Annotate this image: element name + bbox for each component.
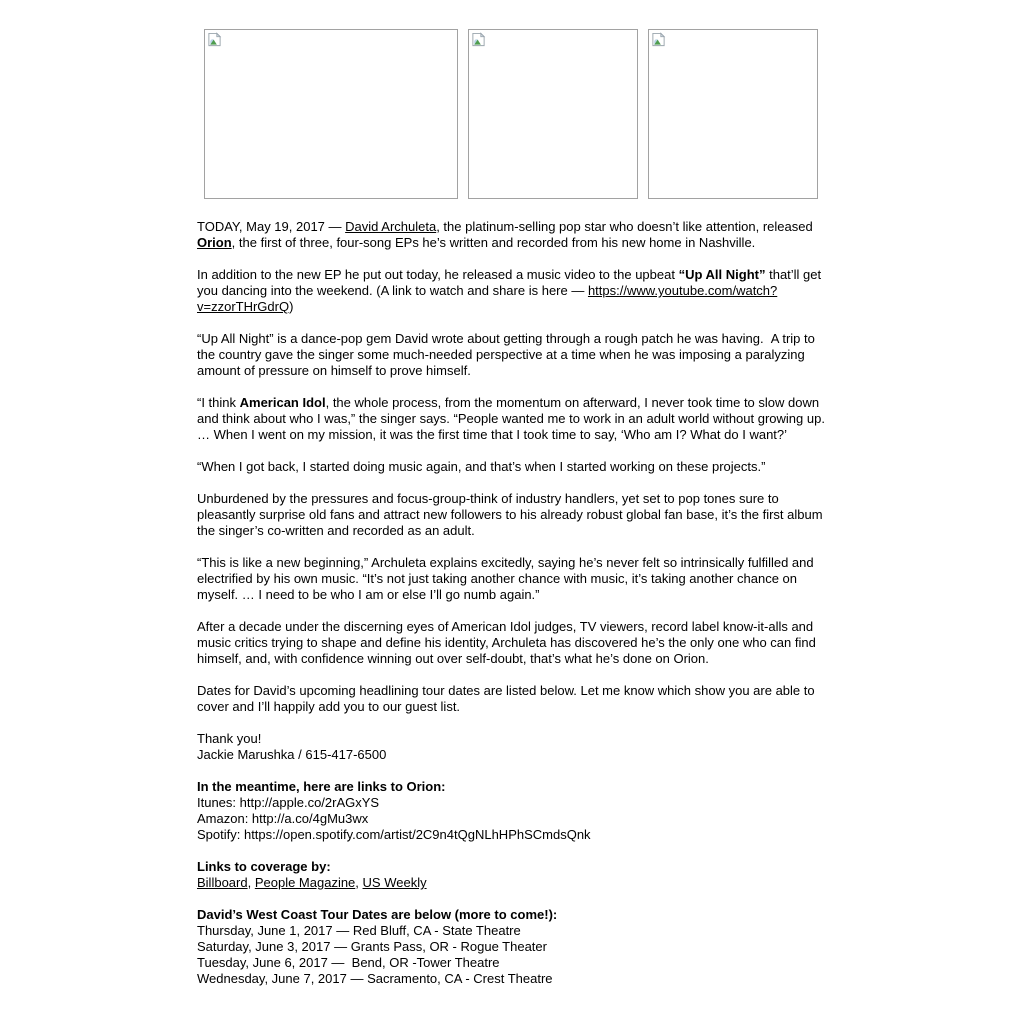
spotify-line: Spotify: https://open.spotify.com/artist/2C9n4tQgNLhHPhSCmdsQnk <box>197 827 591 842</box>
tour-date-4: Wednesday, June 7, 2017 — Sacramento, CA - Crest Theatre <box>197 971 553 986</box>
new-beginning-quote-paragraph: “This is like a new beginning,” Archuleta explains excitedly, saying he’s never felt so intrinsically fulfilled and electrified by his own music. “It’s not just taking another chance with music, it’s taking another chance on myself. … I need to be who I am or else I’ll go numb again.” <box>197 555 814 602</box>
david-archuleta-link[interactable]: David Archuleta <box>345 219 437 234</box>
tour-dates-block <box>197 907 825 987</box>
itunes-line: Itunes: http://apple.co/2rAGxYS <box>197 795 380 810</box>
orion-link[interactable]: Orion <box>197 235 232 250</box>
press-release-email-body <box>197 0 825 987</box>
youtube-link[interactable]: https://www.youtube.com/watch?v=zzorTHrGdrQ <box>197 283 778 314</box>
unburdened-paragraph: Unburdened by the pressures and focus-group-think of industry handlers, yet set to pop tones sure to pleasantly surprise old fans and attract new followers to his already robust global fan base, it’s the first album the singer’s co-written and recorded as an adult. <box>197 491 823 538</box>
video-text-3: ) <box>289 299 294 314</box>
quote-text-1: “I think <box>197 395 240 410</box>
up-all-night-title: “Up All Night” <box>678 267 766 282</box>
broken-image-icon <box>471 32 486 47</box>
tour-date-3: Tuesday, June 6, 2017 — Bend, OR -Tower Theatre <box>197 955 500 970</box>
coverage-block <box>197 859 825 891</box>
broken-image-3 <box>648 29 818 199</box>
orion-links-block <box>197 779 825 843</box>
orion-links-heading: In the meantime, here are links to Orion: <box>197 779 446 794</box>
intro-text-3: , the first of three, four-song EPs he’s written and recorded from his new home in Nashville. <box>231 235 756 250</box>
quote-text-2: , the whole process, from the momentum on afterward, I never took time to slow down and think about who I was,” the singer says. “People wanted me to work in an adult world without growing up. … When I went on my mission, it was the first time that I took time to say, ‘Who am I? What do I want?’ <box>197 395 825 442</box>
broken-image-2 <box>468 29 638 199</box>
tour-invite-paragraph: Dates for David’s upcoming headlining tour dates are listed below. Let me know which show you are able to cover and I’ll happily add you to our guest list. <box>197 683 815 714</box>
got-back-quote-paragraph: “When I got back, I started doing music again, and that’s when I started working on these projects.” <box>197 459 766 474</box>
broken-image-icon <box>651 32 666 47</box>
song-story-paragraph: “Up All Night” is a dance-pop gem David wrote about getting through a rough patch he was having. A trip to the country gave the singer some much-needed perspective at a time when he was imposing a paralyzing amount of pressure on himself to prove himself. <box>197 331 815 378</box>
intro-text-1: TODAY, May 19, 2017 — <box>197 219 346 234</box>
coverage-separator-1: , <box>247 875 255 890</box>
video-paragraph <box>197 267 825 315</box>
video-text-2: that’ll get you dancing into the weekend. (A link to watch and share is here — <box>197 267 822 298</box>
broken-image-1 <box>204 29 458 199</box>
american-idol-title: American Idol <box>239 395 326 410</box>
people-magazine-link[interactable]: People Magazine <box>254 875 356 890</box>
video-text-1: In addition to the new EP he put out today, he released a music video to the upbeat <box>197 267 679 282</box>
header-images-row <box>197 29 825 199</box>
thank-you-text: Thank you! <box>197 731 262 746</box>
signoff-block <box>197 731 825 763</box>
intro-text-2: , the platinum-selling pop star who doesn’t like attention, released <box>436 219 813 234</box>
amazon-line: Amazon: http://a.co/4gMu3wx <box>197 811 369 826</box>
american-idol-quote-paragraph <box>197 395 825 443</box>
broken-image-icon <box>207 32 222 47</box>
us-weekly-link[interactable]: US Weekly <box>362 875 427 890</box>
coverage-heading: Links to coverage by: <box>197 859 331 874</box>
tour-dates-heading: David’s West Coast Tour Dates are below (more to come!): <box>197 907 558 922</box>
billboard-link[interactable]: Billboard <box>197 875 248 890</box>
intro-paragraph <box>197 219 825 251</box>
tour-date-1: Thursday, June 1, 2017 — Red Bluff, CA - State Theatre <box>197 923 521 938</box>
coverage-separator-2: , <box>355 875 363 890</box>
contact-line: Jackie Marushka / 615-417-6500 <box>197 747 387 762</box>
tour-date-2: Saturday, June 3, 2017 — Grants Pass, OR - Rogue Theater <box>197 939 547 954</box>
decade-paragraph: After a decade under the discerning eyes of American Idol judges, TV viewers, record label know-it-alls and music critics trying to shape and define his identity, Archuleta has discovered he’s the only one who can find himself, and, with confidence winning out over self-doubt, that’s what he’s done on Orion. <box>197 619 816 666</box>
